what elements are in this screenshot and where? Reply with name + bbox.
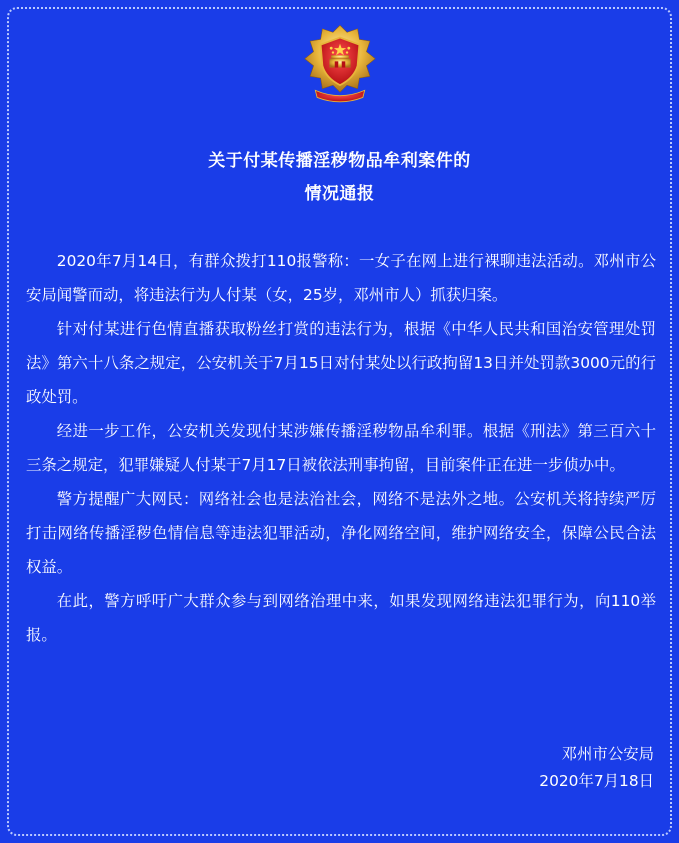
- notice-title-line-2: 情况通报: [304, 184, 375, 204]
- police-emblem-icon: [296, 20, 384, 108]
- paragraph: 在此，警方呼吁广大群众参与到网络治理中来，如果发现网络违法犯罪行为，向110举报。: [26, 592, 656, 644]
- paragraph: 警方提醒广大网民：网络社会也是法治社会，网络不是法外之地。公安机关将持续严厉打击网络传播淫秽色情信息等违法犯罪活动，净化网络空间，维护网络安全，保障公民合法权益。: [26, 490, 656, 576]
- issue-date: 2020年7月18日: [539, 772, 654, 790]
- issuer-name: 邓州市公安局: [561, 745, 654, 763]
- paragraph: 2020年7月14日，有群众拨打110报警称：一女子在网上进行裸聊违法活动。邓州市公安局闻警而动，将违法行为人付某（女，25岁，邓州市人）抓获归案。: [26, 252, 656, 304]
- paragraph: 经进一步工作，公安机关发现付某涉嫌传播淫秽物品牟利罪。根据《刑法》第三百六十三条之规定，犯罪嫌疑人付某于7月17日被依法刑事拘留，目前案件正在进一步侦办中。: [26, 422, 656, 474]
- paragraph: 针对付某进行色情直播获取粉丝打赏的违法行为，根据《中华人民共和国治安管理处罚法》第六十八条之规定，公安机关于7月15日对付某处以行政拘留13日并处罚款3000元的行政处罚。: [26, 320, 656, 406]
- signature-block: [539, 741, 654, 795]
- notice-body: [26, 244, 656, 652]
- notice-title: 关于付某传播淫秽物品牟利案件的: [208, 151, 471, 171]
